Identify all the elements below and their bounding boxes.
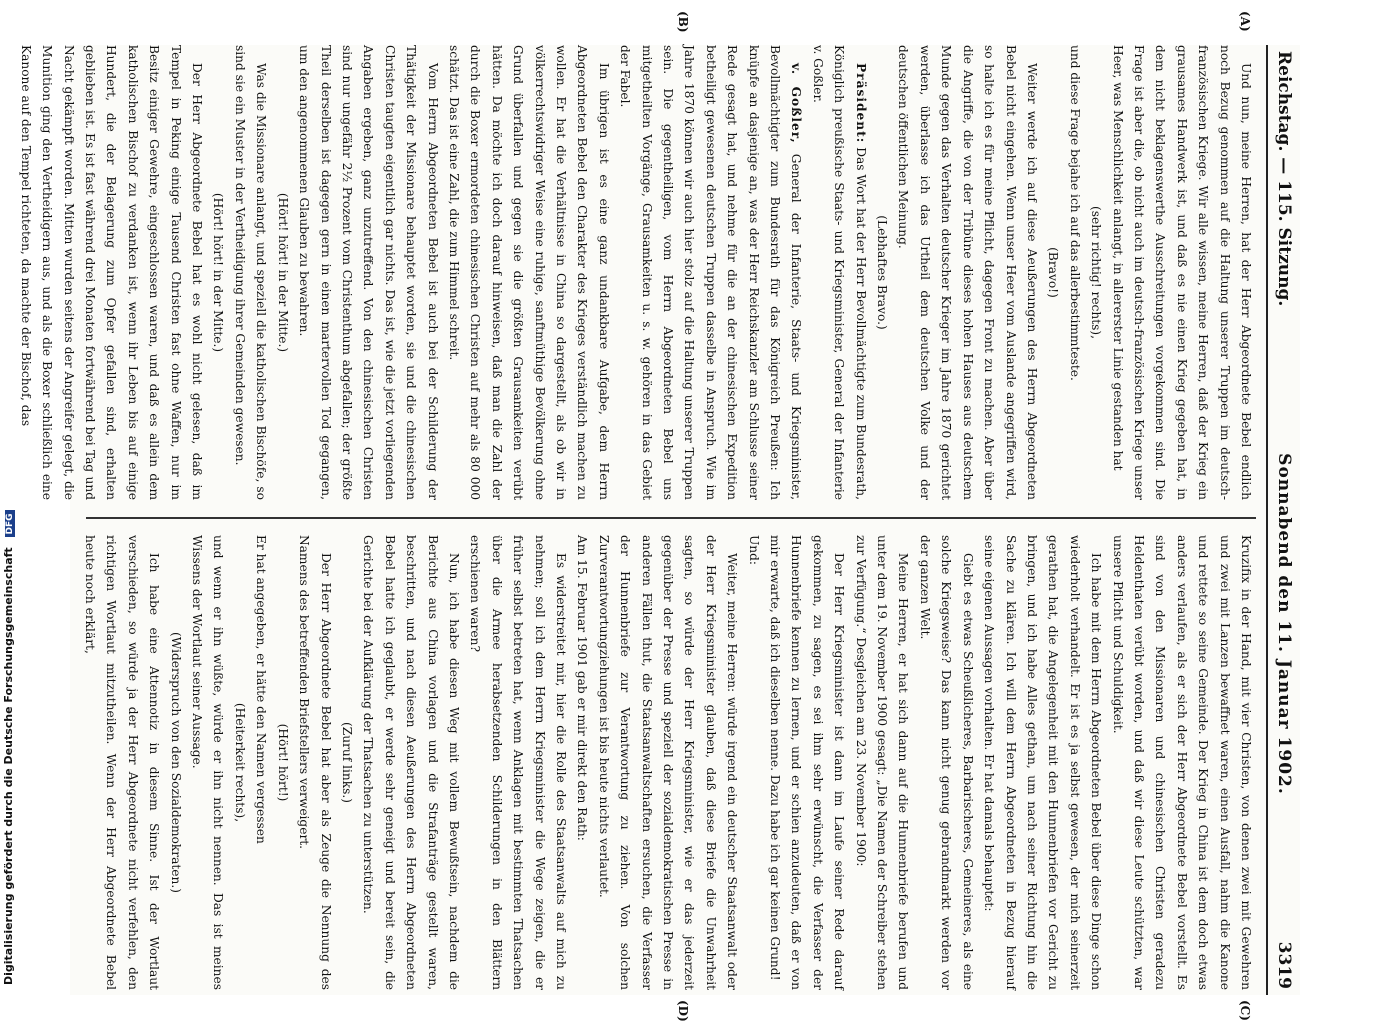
- page-header: [1266, 45, 1300, 995]
- paragraph: Kruzifix in der Hand, mit vier Christen, von denen zwei mit Gewehren und zwei mit Lanzen bewaffnet waren, einen Ausfall, nahm die Kanone und rettete so seine Gemeinde. Der Krieg in China ist dem doch etwas anders verlaufen, als er sich der Herr Abgeordnete Bebel vorstellt. Es sind von den Missionaren und chinesischen Christen geradezu Heldenthaten verübt worden, und daß wir diese Leute schützten, war unsere Pflicht und Schuldigkeit.: [1110, 535, 1253, 990]
- paragraph: Weiter werde ich auf diese Aeußerungen des Herrn Abgeordneten Bebel nicht eingehen. Wenn unser Heer vom Auslande angegriffen wird, so halte ich es für meine Pflicht, dagegen Front zu machen. Aber über die Angriffe, die von der Tribüne dieses hohen Hauses aus deutschem Munde gegen das Verhalten deutscher Krieger im Jahre 1870 gerichtet werden, überlasse ich das Urtheil dem deutschen Volke und der deutschen öffentlichen Meinung.: [896, 45, 1039, 500]
- header-left: Reichstag. — 115. Sitzung.: [1274, 51, 1294, 307]
- interjection: (Bravo!): [1046, 247, 1061, 298]
- interjection: (Lebhaftes Bravo.): [875, 215, 890, 330]
- paragraph: Meine Herren, er hat sich dann auf die Hunnenbriefe berufen und unter dem 19. November 1900 gesagt: „Die Namen der Schreiber stehen zur Verfügung.“ Desgleichen am 23. November 1900:: [853, 535, 911, 990]
- paragraph: Weiter, meine Herren: würde irgend ein deutscher Staatsanwalt oder der Herr Kriegsminister glauben, daß diese Briefe die Unwahrheit sagten, so würde der Herr Kriegsminister, wie er das jederzeit gegenüber der Presse und speziell der sozialdemokratischen Presse in anderen Fällen thut, die Staatsanwaltschaften ersuchen, die Verfasser der Hunnenbriefe zur Verantwortung zu ziehen. Von solchen Zurverantwortungziehungen ist bis heute nichts verlautet.: [596, 535, 740, 990]
- interjection: (Widerspruch von den Sozialdemokraten.): [168, 632, 183, 893]
- right-column: [83, 535, 1256, 990]
- paragraph: Am 15. Februar 1901 gab er mir direkt den Rath:: [575, 535, 590, 841]
- margin-mark-d: (D): [676, 1000, 690, 1022]
- speaker-paragraph: [806, 45, 870, 500]
- column-divider: [86, 517, 1256, 519]
- speaker-name: v. Goßler,: [789, 63, 804, 144]
- paragraph: Der Herr Abgeordnete Bebel hat aber als Zeuge die Nennung des Namens des betreffenden Briefstellers verweigert.: [297, 535, 333, 990]
- paragraph: Er hat angegeben, er hätte den Namen vergessen: [254, 535, 269, 844]
- paragraph: Vom Herrn Abgeordneten Bebel ist auch bei der Schilderung der Thätigkeit der Missionare behauptet worden, sie und die chinesischen Christen taugten eigentlich gar nichts. Das ist, wie die jetzt vorliegenden Angaben ergeben, ganz unzutreffend. Von den chinesischen Christen sind nur ungefähr 2½ Prozent vom Christenthum abgefallen; der größte Theil derselben ist dagegen gern in einen martervollen Tod gegangen, um den angenommenen Glauben zu bewahren.: [297, 45, 440, 500]
- speaker-name: Präsident:: [853, 63, 868, 144]
- left-column: [18, 45, 1256, 500]
- interjection: (sehr richtig! rechts),: [1089, 205, 1104, 340]
- interjection: (Hört! hört! in der Mitte.): [211, 192, 226, 353]
- interjection: (Hört! hört!): [275, 723, 290, 802]
- header-date: Sonnabend den 11. Januar 1902.: [1274, 453, 1294, 795]
- paragraph: Der Herr Kriegsminister ist dann im Laufe seiner Rede darauf gekommen, zu sagen, es sei ihm sehr erwünscht, die Verfasser der Hunnenbriefe kennen zu lernen, und er schien anzudeuten, daß er von mir erwarte, daß ich dieselben nenne. Dazu habe ich gar keinen Grund!: [768, 535, 847, 990]
- funding-note: Digitalisierung gefördert durch die Deutsche Forschungsgemeinschaft: [2, 547, 15, 985]
- speaker-paragraph: [614, 45, 807, 500]
- paragraph: Giebt es etwas Scheußlicheres, Barbarischeres, Gemeineres, als eine solche Kriegsweise? Das kann nicht genug gebrandmarkt werden vor der ganzen Welt.: [917, 535, 975, 990]
- paragraph: Der Herr Abgeordnete Bebel hat es wohl nicht gelesen, daß im Tempel in Peking einige Tausend Christen fast ohne Waffen, nur im Besitz einiger Gewehre, eingeschlossen waren, und daß es allein dem katholischen Bischof zu verdanken ist, wenn ihr Leben bis auf einige Hundert, die der Belagerung zum Opfer gefallen sind, erhalten geblieben ist. Es ist fast während drei Monaten fortwährend bei Tag und Nacht gekämpft worden. Mitten wurden seitens der Angreifer gelegt, die Munition ging den Vertheidigern aus, und als die Boxer schließlich eine Kanone auf den Tempel richteten, da machte der Bischof, das: [18, 45, 205, 500]
- dfg-logo-icon: DFG: [5, 510, 15, 537]
- paragraph: Und:: [746, 535, 761, 566]
- paragraph: Nun, ich habe diesen Weg mit vollem Bewußtsein, nachdem die Berichte aus China vorlagen und die Strafanträge gestellt waren, beschritten, und nach diesen Aeußerungen des Herrn Abgeordneten Bebel hatte ich geglaubt, er werde sehr geneigt und bereit sein, die Gerichte bei der Aufklärung der Thatsachen zu unterstützen.: [361, 535, 461, 990]
- speech-text: General der Infanterie, Staats- und Kriegsminister, Bevollmächtigter zum Bundesrath für das Königreich Preußen: Ich knüpfe an dasjenige an, was der Herr Reichskanzler am Schlusse seiner Rede gesagt hat, und nehme für die an der chinesischen Expedition betheiligt gewesenen deutschen Truppen dasselbe in Anspruch. Wie im Jahre 1870 können wir auch hier stolz auf die Haltung unserer Truppen sein. Die gegentheiligen, vom Herrn Abgeordneten Bebel uns mitgetheilten Vorgänge, Grausamkeiten u. s. w. gehören in das Gebiet der Fabel.: [618, 45, 804, 500]
- footer-note: [2, 0, 16, 985]
- interjection: (Zuruf links.): [339, 721, 354, 804]
- margin-mark-a: (A): [1238, 11, 1252, 32]
- paragraph: Es widerstreitet mir, hier die Rolle des Staatsanwalts auf mich zu nehmen; soll ich dem Herrn Kriegsminister die Wege zeigen, die er früher selbst betreten hat, wenn Anklagen mit bestimmten Thatsachen über die Armee herabsetzenden Schilderungen in den Blättern erschienen waren?: [468, 535, 568, 990]
- paragraph: Ich habe eine Attennotiz in diesem Sinne. Ist der Wortlaut verschieden, so würde ja der Herr Abgeordnete nicht verfehlen, den richtigen Wortlaut mitzutheilen. Wenn der Herr Abgeordnete Bebel heute noch erklärt,: [83, 535, 162, 990]
- paragraph: Was die Missionare anlangt, und speziell die katholischen Bischöfe, so sind sie ein Muster in der Vertheidigung ihrer Gemeinden gewesen.: [232, 45, 269, 500]
- paragraph: Im übrigen ist es eine ganz undankbare Aufgabe, dem Herrn Abgeordneten Bebel den Charakter des Krieges verständlich machen zu wollen. Er hat die Verhältnisse in China so dargestellt, als ob wir in völkerrechtswidriger Weise eine ruhige, sanftmüthige Bevölkerung ohne Grund überfallen und gegen sie die größten Grausamkeiten verübt hätten. Da möchte ich doch darauf hinweisen, daß man die Zahl der durch die Boxer ermordeten chinesischen Christen auf mehr als 80 000 schätzt. Das ist eine Zahl, die zum Himmel schreit.: [446, 45, 611, 500]
- scanned-page: [18, 11, 1300, 1022]
- page-number: 3319: [1274, 941, 1294, 989]
- margin-mark-b: (B): [676, 11, 690, 33]
- interjection: (Heiterkeit rechts),: [232, 702, 247, 823]
- paragraph: Und nun, meine Herren, hat der Herr Abgeordnete Bebel endlich noch Bezug genommen auf die Haltung unserer Truppen im deutsch-französischen Kriege. Wir alle wissen, meine Herren, daß der Krieg ein grausames Handwerk ist, und daß es nie einen Krieg gegeben hat, in dem nicht beklagenswerthe Ausschreitungen vorgekommen sind. Die Frage ist aber die, ob nicht auch im deutsch-französischen Kriege unser Heer, was Menschlichkeit anlangt, in allererster Linie gestanden hat: [1110, 45, 1253, 500]
- speech-text: Das Wort hat der Herr Bevollmächtigte zum Bundesrath, Königlich preußische Staats- und Kriegsminister, General der Infanterie v. Goßler.: [810, 45, 868, 500]
- paragraph: Ich habe mit dem Herrn Abgeordneten Bebel über diese Dinge schon wiederholt verhandelt. Er ist es ja selbst gewesen, der mich seinerzeit gerathen hat, die Angelegenheit mit den Hunnenbriefen vor Gericht zu bringen, und ich habe Alles gethan, um nach seiner Richtung hin die Sache zu klären. Ich will dem Herrn Abgeordneten in Bezug hierauf seine eigenen Aussagen vorhalten. Er hat damals behauptet:: [982, 535, 1104, 990]
- paragraph: und wenn er ihn wüßte, würde er ihn nicht nennen. Das ist meines Wissens der Wortlaut seiner Aussage.: [190, 535, 226, 990]
- paragraph: und diese Frage bejahe ich auf das allerbestimmteste.: [1067, 45, 1082, 381]
- margin-mark-c: (C): [1238, 1000, 1252, 1021]
- interjection: (Hört! hört! in der Mitte.): [275, 192, 290, 353]
